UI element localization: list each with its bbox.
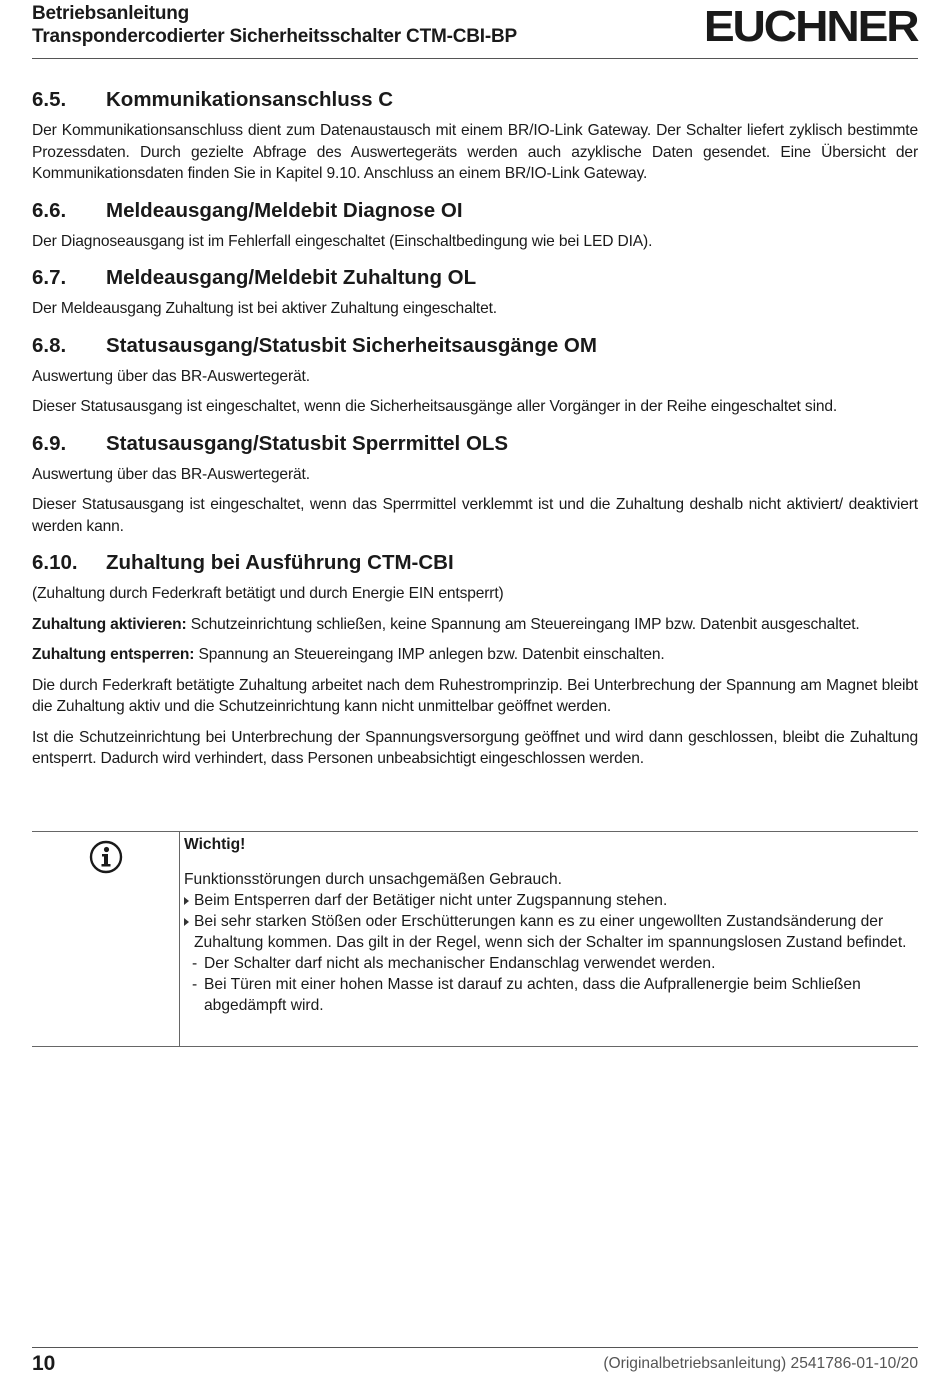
bullet-triangle-icon [184, 918, 189, 926]
section-6-5 [32, 86, 918, 185]
paragraph: Der Diagnoseausgang ist im Fehlerfall eingeschaltet (Einschaltbedingung wie bei LED DIA). [32, 232, 653, 250]
sub-item [184, 953, 914, 974]
sub-item-text: Bei Türen mit einer hohen Masse ist darauf zu achten, dass die Aufprallenergie beim Schließen abgedämpft wird. [204, 976, 861, 1014]
sub-item-text: Der Schalter darf nicht als mechanischer Endanschlag verwendet werden. [204, 955, 716, 972]
paragraph: Der Kommunikationsanschluss dient zum Datenaustausch mit einem BR/IO-Link Gateway. Der Schalter liefert zyklisch bestimmte Prozessdaten. Durch gezielte Abfrage des Auswertegeräts werden auch azyklische Daten gesendet. Eine Übersicht der Kommunikationsdaten finden Sie in Kapitel 9.10. Anschluss an einem BR/IO-Link Gateway. [32, 122, 918, 182]
section-heading [32, 430, 918, 458]
section-title: Meldeausgang/Meldebit Diagnose OI [106, 198, 463, 222]
dash-marker: - [192, 955, 198, 972]
section-6-7 [32, 264, 918, 320]
section-number: 6.9. [32, 431, 67, 455]
section-heading [32, 86, 918, 114]
notice-icon-cell [32, 832, 180, 1046]
notice-intro: Funktionsstörungen durch unsachgemäßen Gebrauch. [184, 871, 562, 888]
paragraph: Der Meldeausgang Zuhaltung ist bei aktiver Zuhaltung eingeschaltet. [32, 300, 497, 317]
section-title: Kommunikationsanschluss C [106, 88, 394, 111]
notice-title: Wichtig! [184, 836, 246, 853]
page-number: 10 [32, 1352, 56, 1375]
info-icon [89, 840, 123, 874]
sub-item [184, 974, 914, 1016]
paragraph [32, 644, 918, 666]
document-id: (Originalbetriebsanleitung) 2541786-01-10/20 [603, 1355, 918, 1372]
section-number: 6.7. [32, 266, 67, 289]
euchner-logo: EUCHNER [704, 2, 918, 51]
section-heading [32, 549, 918, 577]
bold-label: Zuhaltung entsperren: [32, 646, 195, 663]
section-heading [32, 197, 918, 225]
section-number: 6.6. [32, 198, 67, 222]
section-heading [32, 264, 918, 292]
section-number: 6.5. [32, 88, 67, 111]
section-title: Statusausgang/Statusbit Sicherheitsausgänge OM [106, 333, 597, 357]
main-content [32, 86, 918, 782]
paragraph: (Zuhaltung durch Federkraft betätigt und durch Energie EIN entsperrt) [32, 585, 504, 602]
bold-label: Zuhaltung aktivieren: [32, 615, 187, 633]
section-title: Meldeausgang/Meldebit Zuhaltung OL [106, 266, 477, 289]
paragraph: Die durch Federkraft betätigte Zuhaltung arbeitet nach dem Ruhestromprinzip. Bei Unterbrechung der Spannung am Magnet bleibt die Zuhaltung aktiv und die Schutzeinrichtung kann nicht unmittelbar geöffnet werden. [32, 676, 918, 715]
paragraph: Dieser Statusausgang ist eingeschaltet, wenn die Sicherheitsausgänge aller Vorgänger in der Reihe eingeschaltet sind. [32, 398, 838, 415]
header-title: Betriebsanleitung [32, 3, 190, 24]
paragraph [32, 614, 918, 636]
paragraph: Auswertung über das BR-Auswertegerät. [32, 367, 310, 385]
section-6-6 [32, 197, 918, 253]
section-heading [32, 332, 918, 360]
section-number: 6.10. [32, 551, 78, 574]
section-title: Statusausgang/Statusbit Sperrmittel OLS [106, 431, 509, 455]
section-6-10 [32, 549, 918, 770]
bullet-item [184, 911, 914, 953]
section-6-9 [32, 430, 918, 538]
notice-body [184, 834, 914, 1016]
paragraph: Ist die Schutzeinrichtung bei Unterbrechung der Spannungsversorgung geöffnet und wird dann geschlossen, bleibt die Zuhaltung entsperrt. Dadurch wird verhindert, dass Personen unbeabsichtigt eingeschlossen werden. [32, 728, 918, 767]
header-subtitle: Transpondercodierter Sicherheitsschalter CTM-CBI-BP [32, 26, 517, 47]
footer-divider [32, 1347, 918, 1348]
paragraph: Dieser Statusausgang ist eingeschaltet, wenn das Sperrmittel verklemmt ist und die Zuhaltung deshalb nicht aktiviert/ deaktiviert werden kann. [32, 496, 918, 535]
section-6-8 [32, 332, 918, 418]
paragraph-text: Schutzeinrichtung schließen, keine Spannung am Steuereingang IMP bzw. Datenbit ausgeschaltet. [186, 615, 860, 633]
paragraph-text: Spannung an Steuereingang IMP anlegen bzw. Datenbit einschalten. [194, 646, 665, 663]
section-number: 6.8. [32, 333, 67, 357]
bullet-item [184, 890, 914, 911]
page-header [32, 2, 918, 60]
bullet-text: Bei sehr starken Stößen oder Erschütterungen kann es zu einer ungewollten Zustandsänderung der Zuhaltung kommen. Das gilt in der Regel, wenn sich der Schalter im spannungslosen Zustand befindet. [194, 913, 907, 951]
header-divider [32, 58, 918, 59]
important-notice-box [32, 831, 918, 1047]
bullet-triangle-icon [184, 897, 189, 905]
dash-marker: - [192, 976, 198, 993]
section-title: Zuhaltung bei Ausführung CTM-CBI [106, 551, 454, 574]
paragraph: Auswertung über das BR-Auswertegerät. [32, 465, 310, 483]
bullet-text: Beim Entsperren darf der Betätiger nicht unter Zugspannung stehen. [194, 892, 668, 909]
